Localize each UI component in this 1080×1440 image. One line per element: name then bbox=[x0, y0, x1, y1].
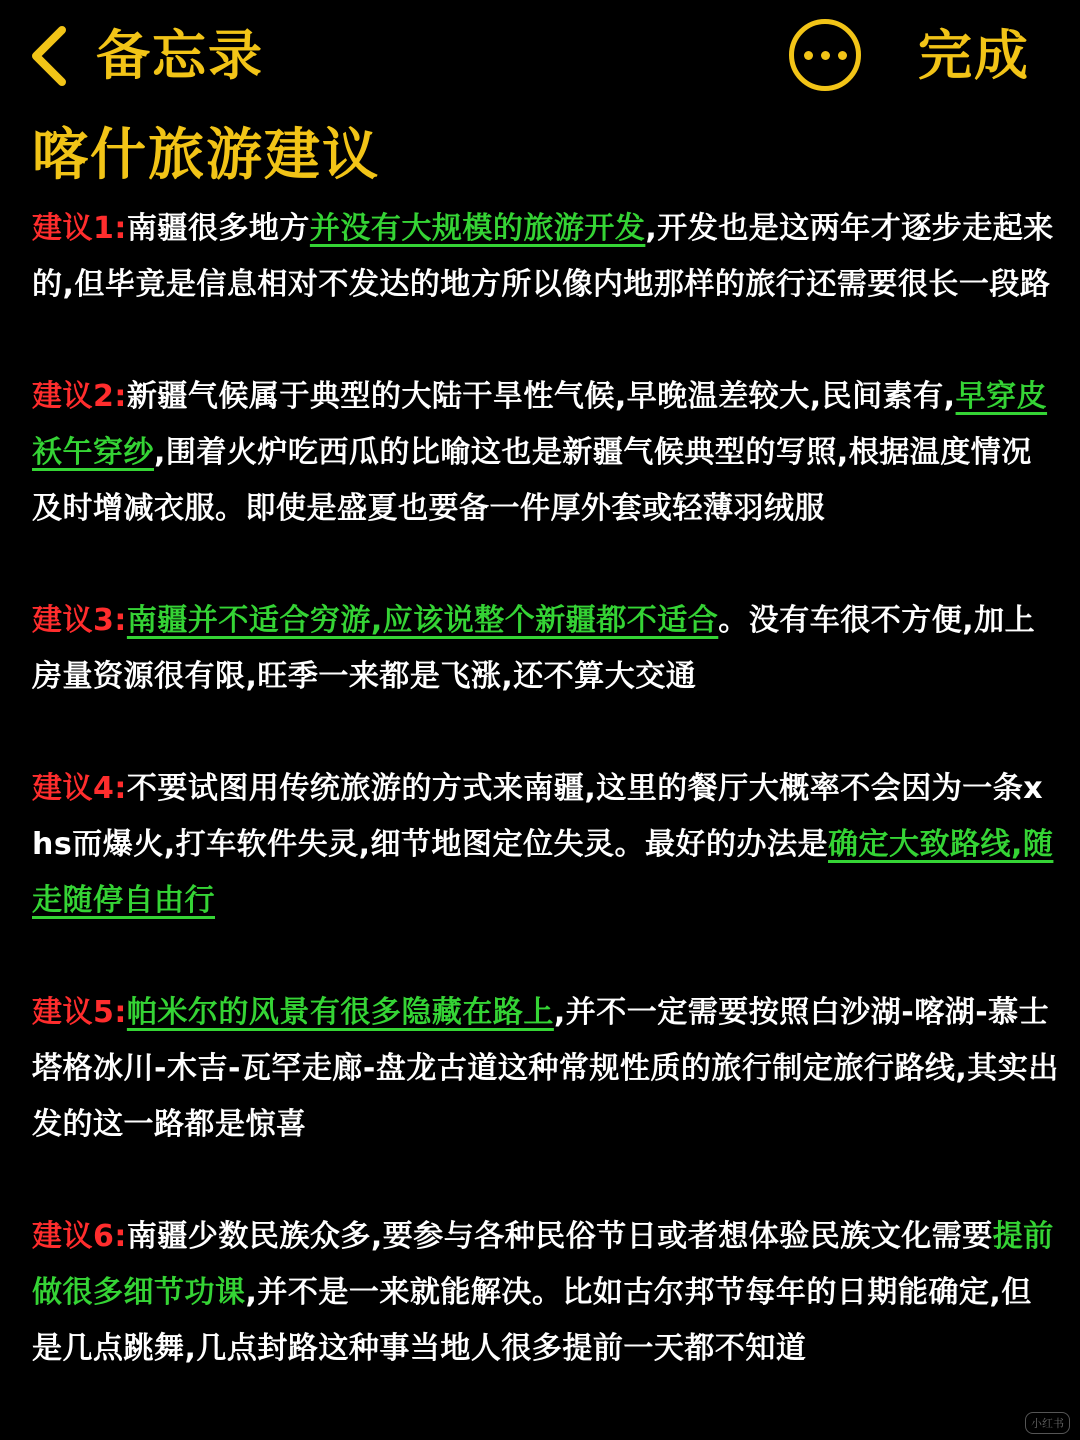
done-button[interactable]: 完成 bbox=[918, 24, 1030, 87]
suggestion-label: 建议5: bbox=[32, 995, 127, 1030]
suggestion-paragraph bbox=[32, 593, 1062, 705]
body-text: ,开发也是这两年才逐步走起来的,但毕竟是信息相对不发达的地方所以像内地那样的旅行还需要很长一段路 bbox=[32, 211, 1054, 302]
highlight-text: 帕米尔的风景有很多隐藏在路上 bbox=[126, 995, 554, 1030]
highlight-text: 南疆并不适合穷游,应该说整个新疆都不适合 bbox=[126, 603, 719, 638]
suggestion-paragraph bbox=[32, 201, 1062, 313]
watermark-logo: 小红书 bbox=[1025, 1412, 1070, 1434]
more-icon-dot bbox=[804, 51, 813, 60]
suggestion-label: 建议2: bbox=[32, 379, 127, 414]
more-icon-dot bbox=[838, 51, 847, 60]
body-text: 不要试图用传统旅游的方式来南疆,这里的餐厅大概率不会因为一条xhs而爆火,打车软件失灵,细节地图定位失灵。最好的办法是 bbox=[32, 771, 1044, 862]
body-text: 南疆少数民族众多,要参与各种民俗节日或者想体验民族文化需要 bbox=[126, 1219, 993, 1254]
body-text: 南疆很多地方 bbox=[126, 211, 310, 246]
suggestion-label: 建议1: bbox=[32, 211, 127, 246]
body-text: ,围着火炉吃西瓜的比喻这也是新疆气候典型的写照,根据温度情况及时增减衣服。即使是盛夏也要备一件厚外套或轻薄羽绒服 bbox=[32, 435, 1032, 526]
more-options-button[interactable] bbox=[789, 19, 861, 91]
body-text: ,并不是一来就能解决。比如古尔邦节每年的日期能确定,但是几点跳舞,几点封路这种事当地人很多提前一天都不知道 bbox=[32, 1275, 1032, 1366]
suggestion-paragraph bbox=[32, 761, 1062, 929]
suggestion-label: 建议6: bbox=[32, 1219, 127, 1254]
body-text: 。没有车很不方便,加上房量资源很有限,旺季一来都是飞涨,还不算大交通 bbox=[32, 603, 1036, 694]
note-body[interactable] bbox=[32, 201, 1062, 1377]
body-text: 新疆气候属于典型的大陆干旱性气候,早晚温差较大,民间素有, bbox=[126, 379, 956, 414]
more-icon-dot bbox=[821, 51, 830, 60]
top-nav-bar bbox=[0, 0, 1080, 115]
back-button[interactable] bbox=[28, 20, 264, 92]
highlight-text: 确定大致路线,随走随停自由行 bbox=[32, 827, 1054, 918]
back-label: 备忘录 bbox=[96, 24, 264, 87]
chevron-left-icon bbox=[28, 24, 70, 88]
body-text: ,并不一定需要按照白沙湖-喀湖-慕士塔格冰川-木吉-瓦罕走廊-盘龙古道这种常规性质的旅行制定旅行路线,其实出发的这一路都是惊喜 bbox=[32, 995, 1059, 1142]
suggestion-label: 建议4: bbox=[32, 771, 127, 806]
highlight-text: 提前做很多细节功课 bbox=[32, 1219, 1054, 1310]
suggestion-paragraph bbox=[32, 1209, 1062, 1377]
suggestion-paragraph bbox=[32, 369, 1062, 537]
suggestion-paragraph bbox=[32, 985, 1062, 1153]
note-title[interactable]: 喀什旅游建议 bbox=[32, 123, 380, 188]
highlight-text: 并没有大规模的旅游开发 bbox=[309, 211, 646, 246]
highlight-text: 早穿皮袄午穿纱 bbox=[32, 379, 1048, 470]
suggestion-label: 建议3: bbox=[32, 603, 127, 638]
